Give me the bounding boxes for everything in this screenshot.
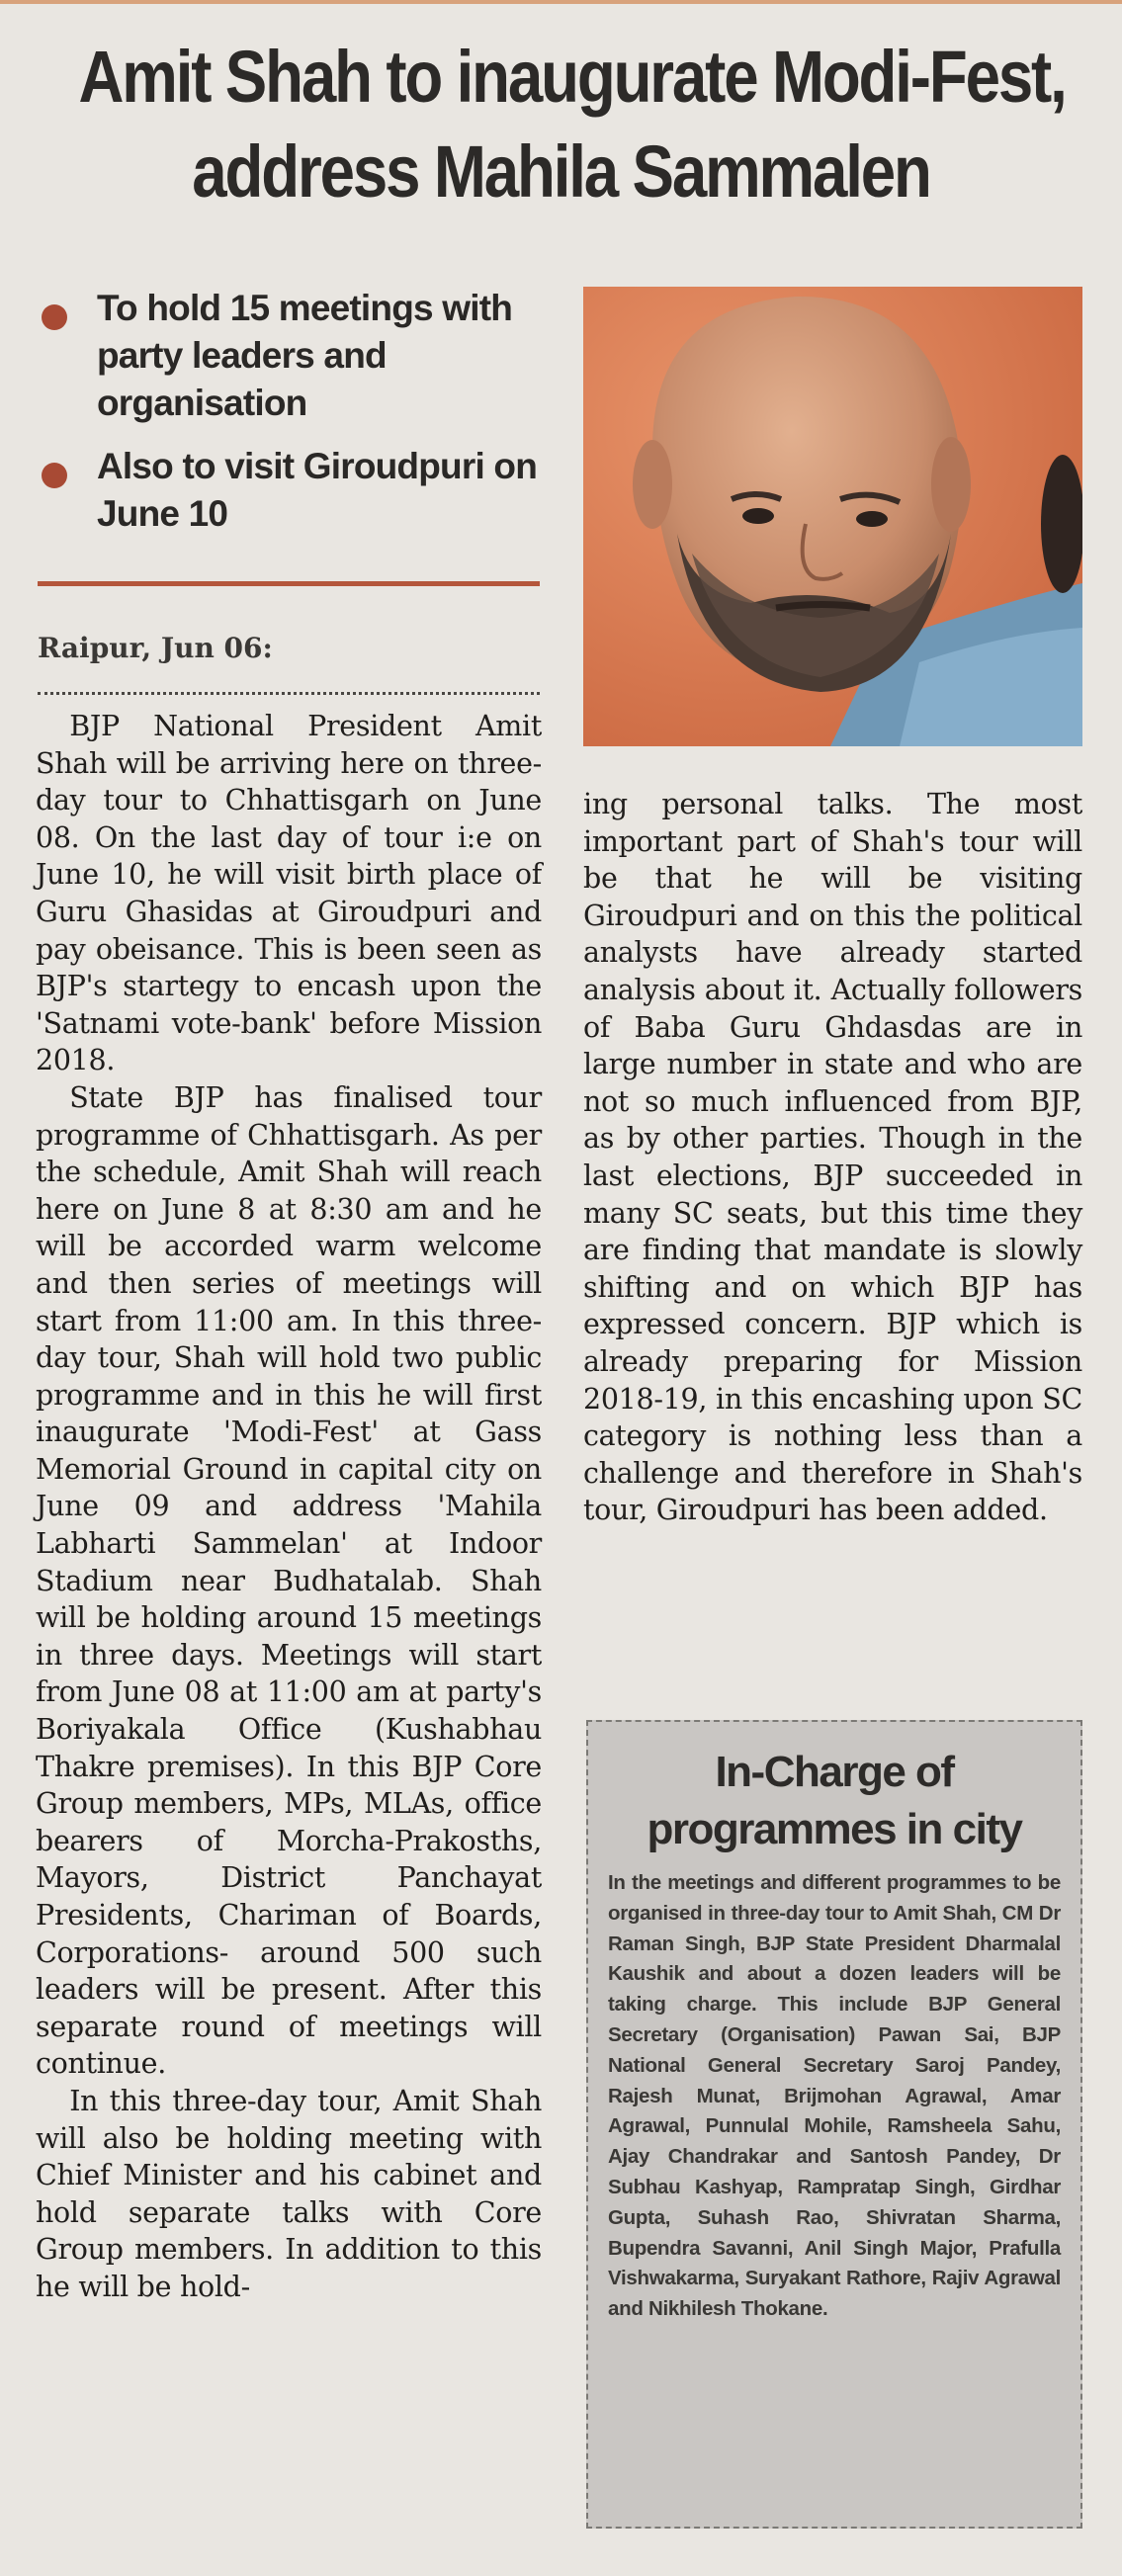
portrait-image	[583, 287, 1082, 746]
article-paragraph: State BJP has finalised tour programme of Chhattisgarh. As per the schedule, Amit Shah will reach here on June 8 at 8:30 am and he will be accorded warm welcome and then series of meetings will start from 11:00 am. In this three-day tour, Shah will hold two public programme and in this he will first inaugurate 'Modi-Fest' at Gass Memorial Ground in capital city on June 09 and address 'Mahila Labharti Sammelan' at Indoor Stadium near Budhatalab. Shah will be holding around 15 meetings in three days. Meetings will start from June 08 at 11:00 am at party's Boriyakala Office (Kushabhau Thakre premises). In this BJP Core Group members, MPs, MLAs, office bearers of Morcha-Prakosths, Mayors, District Panchayat Presidents, Chariman of Boards, Corporations- around 500 such leaders will be present. After this separate round of meetings will continue.	[36, 1080, 542, 2081]
sidebar-title	[588, 1744, 1080, 1858]
sidebar-title-line-1: In-Charge of	[715, 1748, 954, 1796]
highlight-text: Also to visit Giroudpuri on June 10	[97, 446, 538, 534]
divider-rule	[38, 581, 540, 586]
highlight-item	[38, 285, 552, 427]
article-paragraph: ing personal talks. The most important part of Shah's tour will be that he will be visiting Giroudpuri and on this the political analysts have already started analysis about it. Actually followers of Baba Guru Ghdasdas are in large number in state and who are not so much influenced from BJP, as by other parties. Though in the last elections, BJP succeeded in many SC seats, but this time they are finding that mandate is slowly shifting and on which BJP has expressed concern. BJP which is already preparing for Mission 2018-19, in this encashing upon SC category is nothing less than a challenge and therefore in Shah's tour, Giroudpuri has been added.	[583, 788, 1082, 1527]
article-column-1	[36, 708, 542, 2306]
top-border	[0, 0, 1122, 4]
bullet-dot-icon	[42, 463, 67, 488]
headline-line-2: address Mahila Sammalen	[192, 130, 930, 213]
highlight-item	[38, 443, 552, 538]
sidebar-title-line-2: programmes in city	[647, 1805, 1022, 1853]
headline-line-1: Amit Shah to inaugurate Modi-Fest,	[78, 36, 1066, 118]
article-paragraph: In this three-day tour, Amit Shah will also be holding meeting with Chief Minister and his cabinet and hold separate talks with Core Group members. In addition to this he will be hold-	[36, 2084, 542, 2303]
dateline: Raipur, Jun 06:	[38, 632, 273, 664]
sidebar-text: In the meetings and different programmes to be organised in three-day tour to Amit Shah, CM Dr Raman Singh, BJP State President Dharmalal Kaushik and about a dozen leaders will be taking charge. This include BJP General Secretary (Organisation) Pawan Sai, BJP National General Secretary Saroj Pandey, Rajesh Munat, Brijmohan Agrawal, Amar Agrawal, Punnulal Mohile, Ramsheela Sahu, Ajay Chandrakar and Santosh Pandey, Dr Subhau Kashyap, Rampratap Singh, Girdhar Gupta, Suhash Rao, Shivratan Sharma, Bupendra Savanni, Anil Singh Major, Prafulla Vishwakarma, Suryakant Rathore, Rajiv Agrawal and Nikhilesh Thokane.	[608, 1871, 1061, 2321]
highlights-list	[38, 285, 552, 554]
highlight-text: To hold 15 meetings with party leaders and organisation	[97, 288, 513, 423]
in-charge-sidebar-box	[586, 1720, 1082, 2529]
headline	[78, 30, 1066, 219]
amit-shah-portrait	[583, 287, 1082, 746]
dotted-divider	[38, 692, 540, 695]
bullet-dot-icon	[42, 304, 67, 330]
article-column-2	[583, 786, 1082, 1529]
article-paragraph: BJP National President Amit Shah will be arriving here on three-day tour to Chhattisgarh on June 08. On the last day of tour i:e on June 10, he will visit birth place of Guru Ghasidas at Giroudpuri and pay obeisance. This is been seen as BJP's startegy to encash upon the 'Satnami vote-bank' before Mission 2018.	[36, 710, 542, 1077]
